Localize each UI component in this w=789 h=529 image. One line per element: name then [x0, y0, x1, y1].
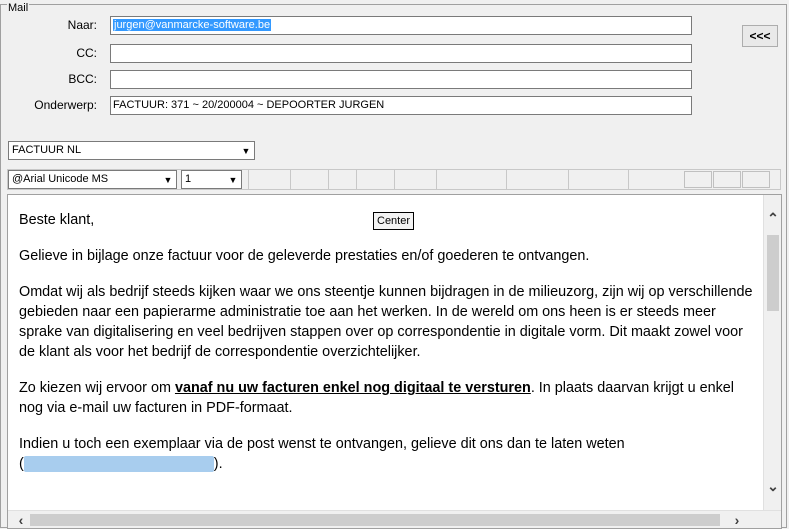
horizontal-scroll-thumb[interactable]: [30, 514, 720, 526]
horizontal-scrollbar[interactable]: [8, 510, 781, 528]
paragraph-digital-start: Zo kiezen wij ervoor om: [19, 380, 175, 396]
font-select[interactable]: [8, 170, 177, 189]
toolbar-separator: [568, 170, 569, 189]
chevron-right-icon[interactable]: ›: [734, 512, 740, 528]
toolbar-separator: [506, 170, 507, 189]
to-label: Naar:: [67, 18, 97, 32]
subject-label: Onderwerp:: [34, 98, 97, 112]
size-select-value: 1: [185, 173, 192, 185]
size-select[interactable]: [181, 170, 242, 189]
emphasized-text: vanaf nu uw facturen enkel nog digitaal te versturen: [174, 380, 531, 396]
chevron-down-icon[interactable]: ▼: [241, 146, 251, 156]
toolbar-separator: [436, 170, 437, 189]
font-select-value: @Arial Unicode MS: [12, 173, 109, 185]
back-button[interactable]: <<<: [742, 25, 778, 47]
toolbar-separator: [356, 170, 357, 189]
message-body[interactable]: [19, 210, 754, 490]
greeting: Beste klant,: [19, 212, 95, 228]
center-button[interactable]: Center: [373, 212, 414, 230]
message-editor[interactable]: [7, 194, 782, 529]
paragraph-post: [19, 434, 754, 474]
vertical-scrollbar[interactable]: [763, 195, 781, 510]
paren-open: (: [19, 456, 24, 472]
chevron-up-icon[interactable]: ⌃: [767, 210, 779, 226]
chevron-down-icon[interactable]: ▼: [163, 175, 173, 185]
template-select-value: FACTUUR NL: [12, 144, 82, 156]
cc-field[interactable]: [110, 44, 692, 63]
to-value: jurgen@vanmarcke-software.be: [114, 19, 271, 31]
toolbar-separator: [248, 170, 249, 189]
toolbar-separator: [290, 170, 291, 189]
cc-label: CC:: [76, 46, 97, 60]
vertical-scroll-thumb[interactable]: [767, 235, 779, 311]
paragraph-digital-end: . In plaats daarvan krijgt u enkel nog via e-mail uw facturen in PDF-formaat.: [19, 380, 734, 416]
toolbar-button[interactable]: [684, 171, 712, 188]
toolbar-separator: [328, 170, 329, 189]
format-toolbar: [7, 169, 781, 190]
bcc-field[interactable]: [110, 70, 692, 89]
subject-field[interactable]: FACTUUR: 371 ~ 20/200004 ~ DEPOORTER JURGEN: [110, 96, 692, 115]
toolbar-separator: [394, 170, 395, 189]
bcc-label: BCC:: [68, 72, 97, 86]
email-link-field[interactable]: [24, 456, 214, 472]
chevron-down-icon[interactable]: ▼: [228, 175, 238, 185]
to-field[interactable]: [110, 16, 692, 35]
toolbar-separator: [628, 170, 629, 189]
chevron-down-icon[interactable]: ⌄: [767, 478, 779, 494]
paren-close: ).: [213, 456, 223, 472]
chevron-left-icon[interactable]: ‹: [18, 512, 24, 528]
group-title: Mail: [8, 2, 29, 14]
toolbar-button[interactable]: [713, 171, 741, 188]
toolbar-button[interactable]: [742, 171, 770, 188]
paragraph-environment: Omdat wij als bedrijf steeds kijken waar we ons steentje kunnen bijdragen in de milieuzorg, zijn wij op verschillende gebieden naar een papierarme administratie toe aan het werken. In de wereld om ons heen is er steeds meer sprake van digitalisering en veel bedrijven stappen over op correspondentie in digitale vorm. Dit maakt zowel voor de klant als voor het bedrijf de correspondentie overzichtelijker.: [19, 284, 753, 360]
paragraph-post-text: Indien u toch een exemplaar via de post wenst te ontvangen, gelieve dit ons dan te laten weten: [19, 436, 625, 452]
paragraph-digital: [19, 378, 754, 418]
mail-group: [0, 4, 787, 528]
paragraph-invoice: Gelieve in bijlage onze factuur voor de geleverde prestaties en/of goederen te ontvangen.: [19, 248, 590, 264]
template-select[interactable]: [8, 141, 255, 160]
